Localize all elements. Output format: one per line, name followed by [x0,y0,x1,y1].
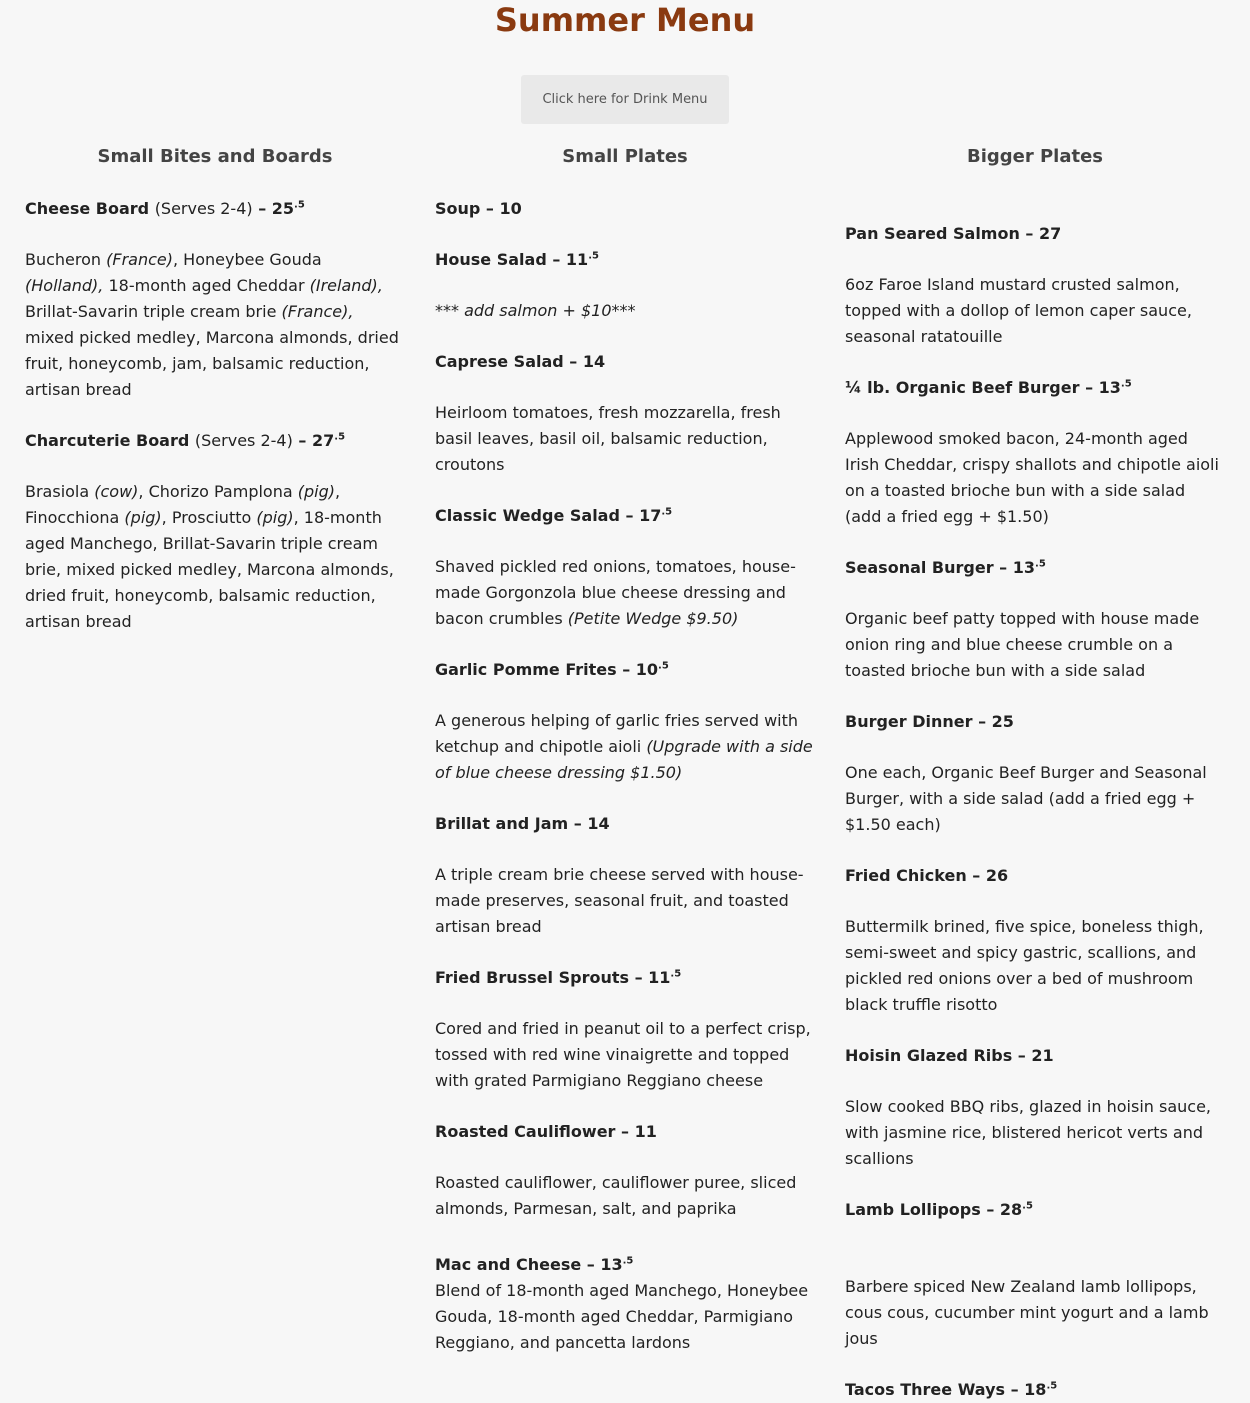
menu-item-soup: Soup – 10 [435,199,522,218]
menu-item-description: Organic beef patty topped with house made onion ring and blue cheese crumble on a toasted brioche bun with a side salad [845,609,1200,680]
menu-item-cheese-board: Cheese Board (Serves $2-4) - 25^{.5}$ [25,199,305,218]
small-bites-column [25,145,405,635]
menu-item-salmon: Pan Seared Salmon – 27 [845,224,1062,243]
menu-item-charcuterie-board: Charcuterie Board (Serves $2-4) - 27^{.5}$ [25,431,346,450]
menu-item-burger-dinner: Burger Dinner – 25 [845,712,1014,731]
menu-item-brillat-jam: Brillat and Jam – 14 [435,814,610,833]
menu-item-description: Cored and fried in peanut oil to a perfect crisp, tossed with red wine vinaigrette and topped with grated Parmigiano Reggiano cheese [435,1019,811,1090]
menu-item-tacos: Tacos Three Ways – $18^{.5}$ [845,1380,1058,1399]
menu-item-description: A generous helping of garlic fries served with ketchup and chipotle aioli (Upgrade with a side of blue cheese dressing $1.50) [435,711,813,782]
menu-item-mac-cheese: Mac and Cheese – $13^{.5}$ [435,1255,634,1274]
bigger-plates-column [845,145,1225,1403]
menu-item-lamb-lollipops: Lamb Lollipops – $28^{.5}$ [845,1200,1033,1219]
menu-item-fried-chicken: Fried Chicken – 26 [845,866,1009,885]
menu-item-description: Applewood smoked bacon, 24-month aged Irish Cheddar, crispy shallots and chipotle aioli on a toasted brioche bun with a side salad (add a fried egg + $1.50) [845,429,1219,526]
menu-item-description: Bucheron (France), Honeybee Gouda (Holland), 18-month aged Cheddar (Ireland), Brillat-Savarin triple cream brie (France), mixed picked medley, Marcona almonds, dried fruit, honeycomb, jam, balsamic reduction, artisan bread [25,250,399,399]
menu-item-garlic-frites: Garlic Pomme Frites – $10^{.5}$ [435,660,669,679]
drink-menu-button[interactable]: Click here for Drink Menu [521,75,729,124]
menu-item-description: Buttermilk brined, five spice, boneless thigh, semi-sweet and spicy gastric, scallions, and pickled red onions over a bed of mushroom black truffle risotto [845,917,1204,1014]
section-heading-small-bites: Small Bites and Boards [97,146,333,167]
menu-item-description: Shaved pickled red onions, tomatoes, house-made Gorgonzola blue cheese dressing and bacon crumbles (Petite Wedge $9.50) [435,557,796,628]
menu-item-classic-wedge: Classic Wedge Salad – $17^{.5}$ [435,506,673,525]
add-salmon-note: *** add salmon + $10*** [435,301,636,320]
menu-item-description: Slow cooked BBQ ribs, glazed in hoisin sauce, with jasmine rice, blistered hericot verts and scallions [845,1097,1211,1168]
menu-item-hoisin-ribs: Hoisin Glazed Ribs – 21 [845,1046,1054,1065]
menu-item-description: Brasiola (cow), Chorizo Pamplona (pig), Finocchiona (pig), Prosciutto (pig), 18-month aged Manchego, Brillat-Savarin triple cream brie, mixed picked medley, Marcona almonds, dried fruit, honeycomb, balsamic reduction, artisan bread [25,482,394,631]
menu-item-description: 6oz Faroe Island mustard crusted salmon, topped with a dollop of lemon caper sauce, seasonal ratatouille [845,275,1192,346]
menu-item-description: Blend of 18-month aged Manchego, Honeybee Gouda, 18-month aged Cheddar, Parmigiano Reggiano, and pancetta lardons [435,1281,809,1352]
page-title: Summer Menu [494,1,756,39]
section-heading-small-plates: Small Plates [562,146,688,167]
menu-item-brussel-sprouts: Fried Brussel Sprouts – $11^{.5}$ [435,968,682,987]
menu-item-description: A triple cream brie cheese served with house-made preserves, seasonal fruit, and toasted artisan bread [435,865,804,936]
menu-item-beef-burger: ¼ lb. Organic Beef Burger – $13^{.5}$ [845,378,1132,397]
menu-item-caprese-salad: Caprese Salad – 14 [435,352,606,371]
menu-item-description: Heirloom tomatoes, fresh mozzarella, fresh basil leaves, basil oil, balsamic reduction, croutons [435,403,781,474]
menu-item-description: One each, Organic Beef Burger and Seasonal Burger, with a side salad (add a fried egg + $1.50 each) [845,763,1207,834]
menu-item-house-salad: House Salad – $11^{.5}$ [435,250,599,269]
menu-item-description: Barbere spiced New Zealand lamb lollipops, cous cous, cucumber mint yogurt and a lamb jous [845,1277,1209,1348]
section-heading-bigger-plates: Bigger Plates [966,146,1104,167]
menu-item-roasted-cauliflower: Roasted Cauliflower – 11 [435,1122,657,1141]
menu-item-seasonal-burger: Seasonal Burger – $13^{.5}$ [845,558,1046,577]
menu-item-description: Roasted cauliflower, cauliflower puree, sliced almonds, Parmesan, salt, and paprika [435,1173,797,1218]
small-plates-column [435,145,815,1356]
